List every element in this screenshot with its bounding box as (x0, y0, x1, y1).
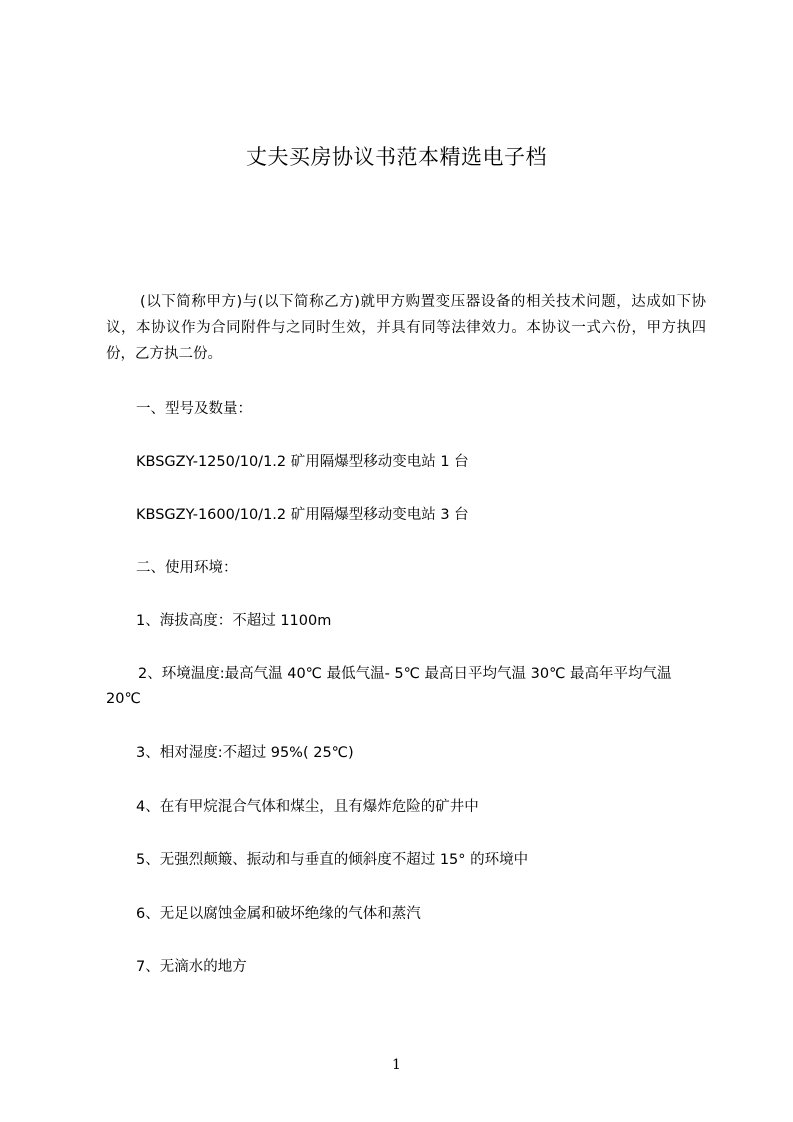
model-line-2: KBSGZY-1600/10/1.2 矿用隔爆型移动变电站 3 台 (136, 507, 469, 523)
model-line-1: KBSGZY-1250/10/1.2 矿用隔爆型移动变电站 1 台 (136, 454, 469, 470)
env-item-altitude: 1、海拔高度：不超过 1100m (136, 613, 332, 629)
env-item-temperature: 2、环境温度:最高气温 40℃ 最低气温- 5℃ 最高日平均气温 30℃ 最高年平均气温 20℃ (106, 666, 672, 707)
env-item-gas: 6、无足以腐蚀金属和破坏绝缘的气体和蒸汽 (136, 906, 421, 922)
intro-paragraph: (以下简称甲方)与(以下简称乙方)就甲方购置变压器设备的相关技术问题，达成如下协议，本协议作为合同附件与之同时生效，并具有同等法律效力。本协议一式六份，甲方执四份，乙方执二份。 (106, 294, 706, 362)
env-item-vibration: 5、无强烈颠簸、振动和与垂直的倾斜度不超过 15° 的环境中 (136, 852, 529, 868)
document-title: 丈夫买房协议书范本精选电子档 (246, 145, 547, 169)
section-heading-models: 一、型号及数量： (136, 401, 252, 417)
page-number: 1 (392, 1057, 401, 1073)
env-item-water: 7、无滴水的地方 (136, 959, 247, 975)
env-item-humidity: 3、相对湿度:不超过 95%( 25℃) (136, 745, 354, 761)
section-heading-environment: 二、使用环境： (136, 560, 238, 576)
env-item-mine: 4、在有甲烷混合气体和煤尘，且有爆炸危险的矿井中 (136, 799, 479, 815)
